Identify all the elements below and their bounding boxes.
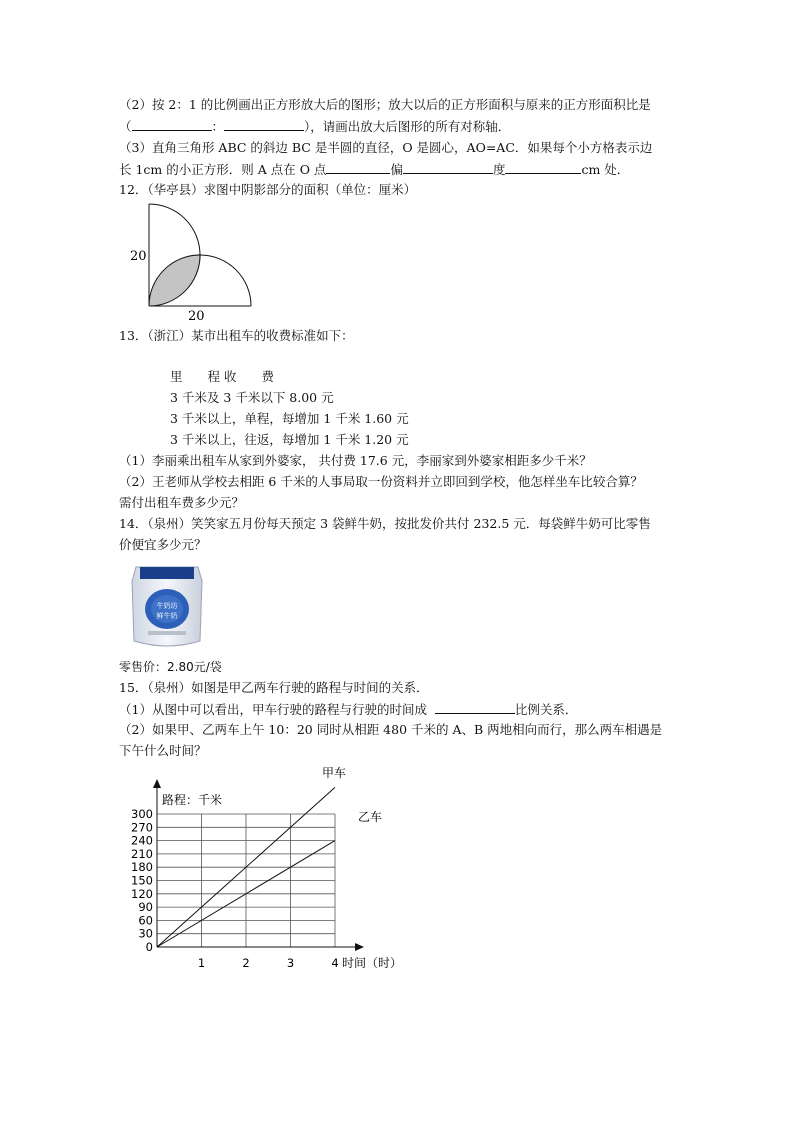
answer-blank[interactable]	[505, 161, 581, 174]
x-tick-labels	[198, 956, 339, 970]
series-label-yiche: 乙车	[358, 810, 383, 824]
q15-p1-post: 比例关系．	[514, 702, 578, 717]
y-axis-arrow	[153, 779, 161, 788]
q15-p2-line2: 下午什么时间？	[119, 743, 207, 758]
q14-line2: 价便宜多少元？	[119, 537, 207, 552]
q11-p3-line1: （3）直角三角形 ABC 的斜边 BC 是半圆的直径，O 是圆心，AO=AC．如果每个小方格表示边	[119, 140, 653, 155]
x-axis-label: 时间（时）	[342, 956, 403, 970]
bottom-length-label: 20	[188, 309, 205, 324]
fare-rule: 3 千米以上，往返，每增加 1 千米 1.20 元	[170, 432, 409, 447]
q11-p3-w1: 偏	[390, 162, 403, 177]
fare-rule: 3 千米及 3 千米以下 8.00 元	[170, 390, 334, 405]
q11-p2-line1: （2）按 2：1 的比例画出正方形放大后的图形；放大以后的正方形面积与原来的正方形面积比是	[119, 97, 651, 112]
q11-p3-w2: 度	[492, 162, 506, 177]
series-label-jiache: 甲车	[322, 766, 347, 780]
x-tick-label: 1	[197, 956, 206, 970]
y-tick-labels	[131, 807, 153, 954]
y-tick-label: 0	[145, 940, 153, 954]
paren-close-text: ），请画出放大后图形的所有对称轴．	[304, 119, 511, 134]
q11-p3-pre: 长 1cm 的小正方形．则 A 点在 O 点	[119, 162, 327, 177]
answer-blank[interactable]	[403, 161, 493, 174]
pack-text-1: 牛奶坊	[156, 602, 178, 610]
y-tick-label: 150	[131, 873, 153, 888]
x-tick-label: 3	[286, 956, 295, 970]
fare-rule: 3 千米以上，单程，每增加 1 千米 1.60 元	[170, 411, 409, 426]
side-length-label: 20	[130, 249, 147, 264]
answer-blank[interactable]	[224, 118, 304, 131]
q14-line1: 14．（泉州）笑笑家五月份每天预定 3 袋鲜牛奶，按批发价共付 232.5 元．每袋鲜牛奶可比零售	[119, 516, 651, 531]
milk-pack-image	[126, 561, 208, 653]
distance-time-chart	[110, 755, 420, 975]
x-tick-label: 4	[331, 956, 339, 970]
fare-table-head: 里 程 收 费	[170, 369, 274, 384]
q13-p1: （1）李丽乘出租车从家到外婆家， 共付费 17.6 元，李丽家到外婆家相距多少千米？	[119, 453, 592, 468]
q11-p2-line2	[119, 118, 510, 135]
shaded-area-figure	[120, 196, 270, 324]
answer-blank[interactable]	[132, 118, 212, 131]
q13-p2-line1: （2）王老师从学校去相距 6 千米的人事局取一份资料并立即回到学校，他怎样坐车比较合算？	[119, 474, 643, 489]
q11-p3-line2	[119, 161, 629, 178]
chart-grid	[157, 814, 335, 947]
x-axis-arrow	[355, 943, 364, 951]
q13-p2-line2: 需付出租车费多少元？	[119, 495, 245, 510]
answer-blank[interactable]	[326, 161, 390, 174]
q15-title: 15．（泉州）如图是甲乙两车行驶的路程与时间的关系．	[119, 680, 429, 695]
q15-p2-line1: （2）如果甲、乙两车上午 10：20 同时从相距 480 千米的 A、B 两地相向而行，那么两车相遇是	[119, 722, 663, 737]
q15-p1-pre: （1）从图中可以看出，甲车行驶的路程与行驶的时间成	[119, 702, 427, 717]
pack-top-band	[140, 567, 194, 579]
q13-title: 13．（浙江）某市出租车的收费标准如下：	[119, 328, 354, 343]
y-tick-label: 240	[131, 833, 153, 848]
y-tick-label: 120	[131, 886, 153, 901]
y-tick-label: 90	[138, 900, 153, 915]
x-tick-label: 2	[242, 956, 250, 970]
y-tick-label: 180	[131, 860, 153, 875]
q11-p3-w3: cm 处．	[581, 162, 630, 177]
q15-p1	[119, 701, 577, 718]
y-tick-label: 60	[138, 913, 153, 928]
y-tick-label: 300	[131, 807, 153, 821]
y-axis-label: 路程：千米	[162, 793, 223, 807]
q12-title: 12．（华亭县）求图中阴影部分的面积（单位：厘米）	[119, 182, 417, 197]
y-tick-label: 270	[131, 820, 153, 835]
colon: ：	[211, 119, 225, 134]
retail-price-label: 零售价：2.80元/袋	[119, 660, 222, 674]
paren-open: （	[119, 119, 132, 134]
y-tick-label: 30	[138, 926, 153, 941]
pack-text-2: 鲜牛奶	[156, 612, 178, 620]
y-tick-label: 210	[131, 846, 153, 861]
answer-blank[interactable]	[435, 701, 515, 714]
